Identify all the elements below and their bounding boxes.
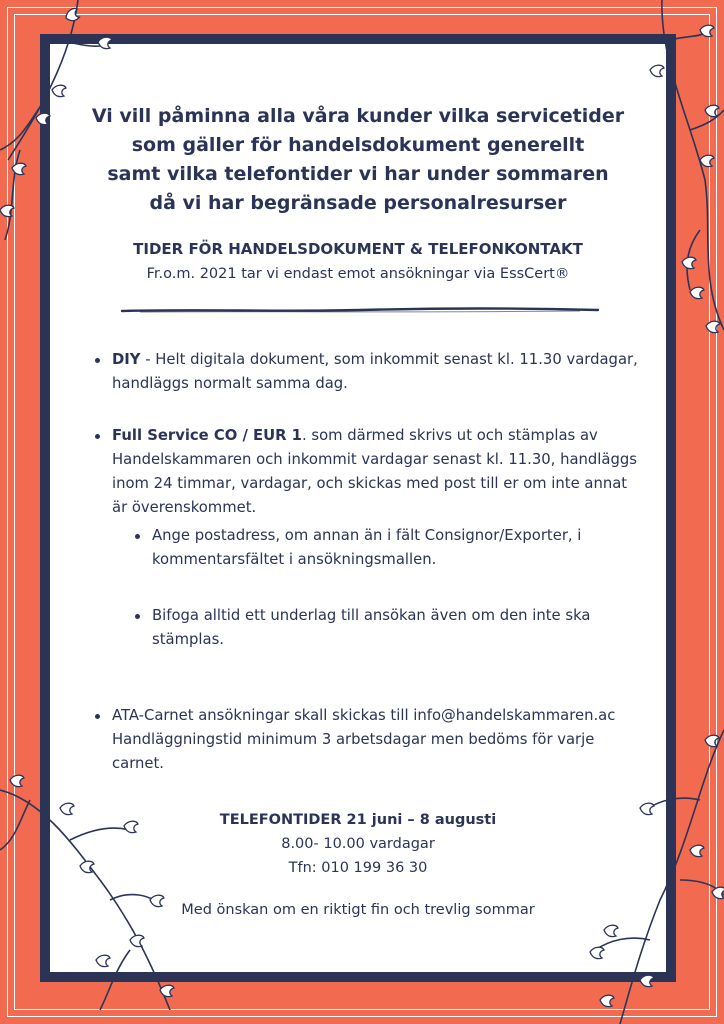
headline-line: Vi vill påminna alla våra kunder vilka servicetider xyxy=(91,105,625,127)
full-service-label: Full Service CO / EUR 1 xyxy=(112,427,302,444)
list-item-ata-carnet xyxy=(112,704,642,776)
sub-item-text: Bifoga alltid ett underlag till ansökan även om den inte ska stämplas. xyxy=(152,607,591,648)
list-item-full-service xyxy=(112,424,642,520)
diy-label: DIY xyxy=(112,351,141,368)
headline-line: samt vilka telefontider vi har under sommaren xyxy=(107,163,609,185)
sub-list-item xyxy=(152,604,642,652)
headline-line: som gäller för handelsdokument generellt xyxy=(131,134,585,156)
diy-text: - Helt digitala dokument, som inkommit senast kl. 11.30 vardagar, handläggs normalt samma dag. xyxy=(112,351,638,392)
brush-divider xyxy=(120,302,600,318)
full-service-text: . som därmed skrivs ut och stämplas av Handelskammaren och inkommit vardagar senast kl. 11.30, handläggs inom 24 timmar, vardagar, och skickas med post till er om inte annat är överenskommet. xyxy=(112,427,637,516)
subheading: TIDER FÖR HANDELSDOKUMENT & TELEFONKONTAKT xyxy=(133,240,583,258)
closing-text: Med önskan om en riktigt fin och trevlig sommar xyxy=(181,902,535,918)
notice-content xyxy=(50,44,666,972)
ata-text: ATA-Carnet ansökningar skall skickas till info@handelskammaren.ac Handläggningstid minimum 3 arbetsdagar men bedöms för varje carnet. xyxy=(112,707,616,772)
intro-text: Fr.o.m. 2021 tar vi endast emot ansökningar via EssCert® xyxy=(146,266,570,282)
phone-hours-heading: TELEFONTIDER 21 juni – 8 augusti xyxy=(219,812,497,828)
phone-number: Tfn: 010 199 36 30 xyxy=(288,860,428,876)
sub-item-text: Ange postadress, om annan än i fält Consignor/Exporter, i kommentarsfältet i ansökningsmallen. xyxy=(152,527,582,568)
phone-hours-time: 8.00- 10.00 vardagar xyxy=(281,836,435,852)
sub-list-item xyxy=(152,524,642,572)
list-item-diy xyxy=(112,348,642,396)
phone-hours xyxy=(60,808,656,880)
headline xyxy=(70,102,646,218)
headline-line: då vi har begränsade personalresurser xyxy=(149,192,567,214)
notice-card xyxy=(40,34,676,982)
